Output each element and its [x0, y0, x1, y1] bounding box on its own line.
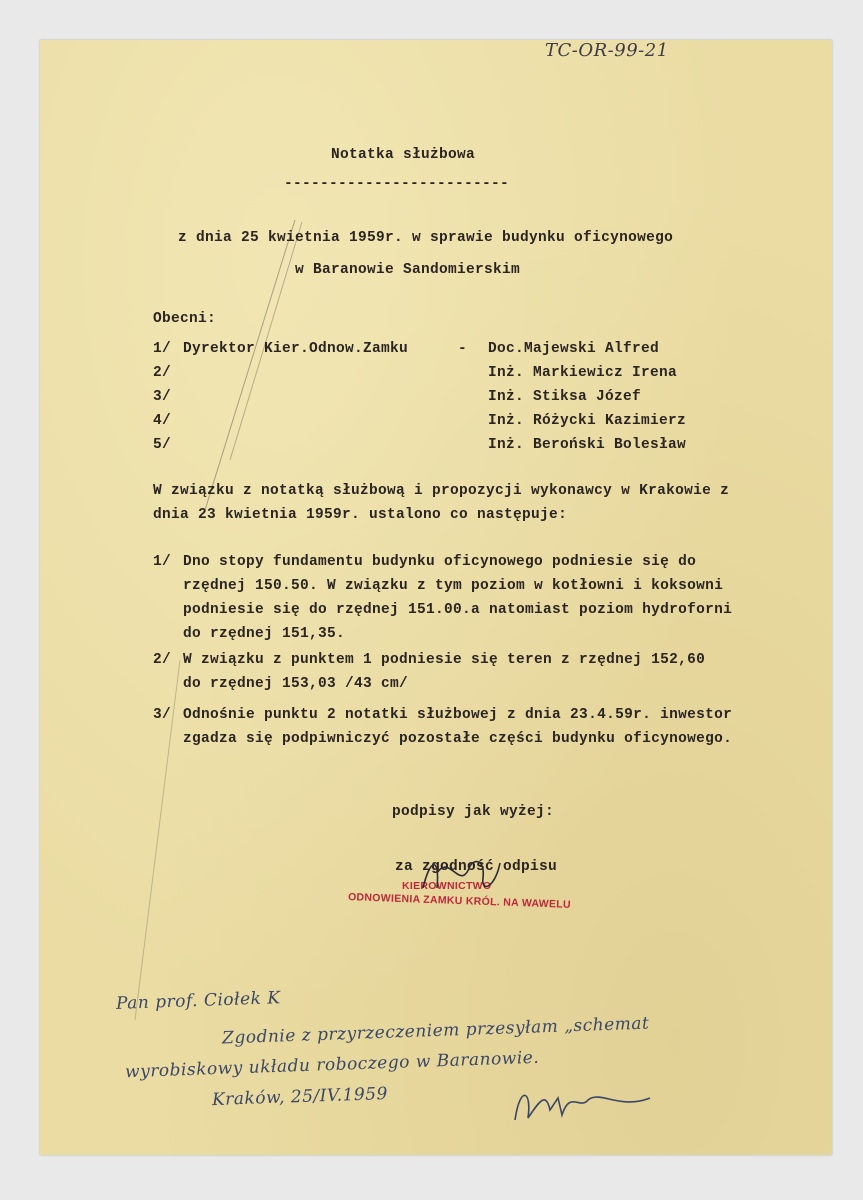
attendee-name: Doc.Majewski Alfred: [488, 341, 660, 357]
stamp-line-2: ODNOWIENIA ZAMKU KRÓL. NA WAWELU: [347, 891, 572, 911]
attendee-number: 4/: [153, 413, 172, 429]
title-underline: -------------------------: [284, 176, 510, 192]
date-line-1: z dnia 25 kwietnia 1959r. w sprawie budynku oficynowego: [178, 230, 674, 246]
handwritten-line-1: Pan prof. Ciołek K: [115, 988, 281, 1014]
stamp-line-1: KIEROWNICTWO: [402, 880, 492, 892]
intro-line-2: dnia 23 kwietnia 1959r. ustalono co następuje:: [153, 507, 568, 523]
archive-mark: TC-OR-99-21: [545, 40, 669, 61]
attendee-name: Inż. Różycki Kazimierz: [488, 413, 687, 429]
signatures-line: podpisy jak wyżej:: [392, 804, 555, 820]
attendee-name: Inż. Markiewicz Irena: [488, 365, 678, 381]
point-line: podniesie się do rzędnej 151.00.a natomiast poziom hydroforni: [183, 602, 733, 618]
present-label: Obecni:: [153, 311, 217, 327]
attendee-role: Dyrektor Kier.Odnow.Zamku: [183, 341, 409, 357]
attendee-name: Inż. Stiksa Józef: [488, 389, 642, 405]
point-line: zgadza się podpiwniczyć pozostałe części budynku oficynowego.: [183, 731, 733, 747]
point-line: W związku z punktem 1 podniesie się teren z rzędnej 152,60: [183, 652, 706, 668]
conformity-line: za zgodność odpisu: [395, 859, 558, 875]
date-line-2: w Baranowie Sandomierskim: [295, 262, 521, 278]
handwritten-line-3: wyrobiskowy układu roboczego w Baranowie.: [124, 1047, 540, 1083]
point-line: Dno stopy fundamentu budynku oficynowego podniesie się do: [183, 554, 697, 570]
point-number: 1/: [153, 554, 172, 570]
point-line: do rzędnej 153,03 /43 cm/: [183, 676, 409, 692]
pencil-strike-lines: [40, 40, 832, 1155]
attendee-number: 2/: [153, 365, 172, 381]
handwritten-signature: [510, 1080, 660, 1130]
intro-line-1: W związku z notatką służbową i propozycji wykonawcy w Krakowie z: [153, 483, 730, 499]
attendee-number: 1/: [153, 341, 172, 357]
attendee-number: 3/: [153, 389, 172, 405]
document-page: [40, 40, 832, 1155]
handwritten-line-2: Zgodnie z przyrzeczeniem przesyłam „schemat: [221, 1013, 650, 1049]
attendee-number: 5/: [153, 437, 172, 453]
point-line: rzędnej 150.50. W związku z tym poziom w kotłowni i koksowni: [183, 578, 724, 594]
attendee-dash: -: [458, 341, 468, 357]
attendee-name: Inż. Beroński Bolesław: [488, 437, 687, 453]
signature-scribble: [415, 848, 505, 903]
point-line: do rzędnej 151,35.: [183, 626, 346, 642]
point-number: 2/: [153, 652, 172, 668]
point-number: 3/: [153, 707, 172, 723]
point-line: Odnośnie punktu 2 notatki służbowej z dnia 23.4.59r. inwestor: [183, 707, 733, 723]
handwritten-place-date: Kraków, 25/IV.1959: [211, 1083, 389, 1111]
document-title: Notatka służbowa: [331, 147, 476, 163]
